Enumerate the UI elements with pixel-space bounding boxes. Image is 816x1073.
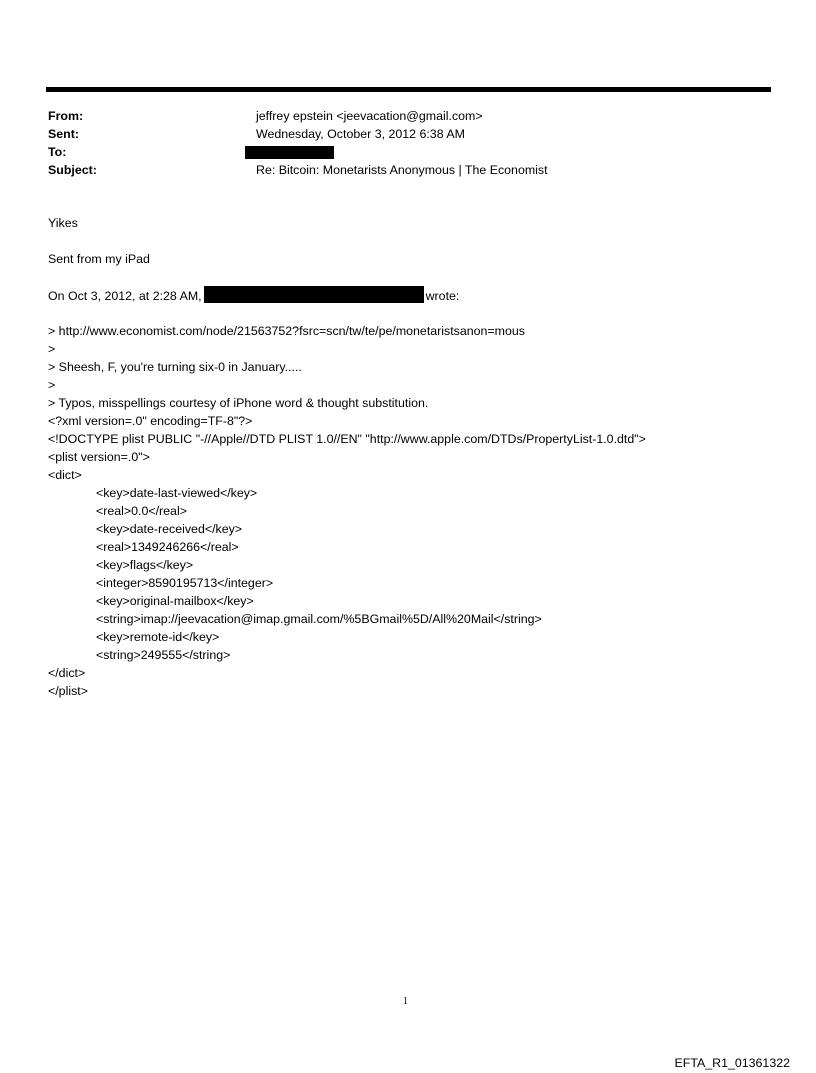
- attribution-prefix: On Oct 3, 2012, at 2:28 AM,: [48, 289, 202, 303]
- subject-row: [48, 161, 768, 179]
- plist-entry: <key>remote-id</key>: [96, 630, 220, 644]
- sent-row: [48, 125, 768, 143]
- plist-entry: <real>1349246266</real>: [96, 540, 239, 554]
- plist-entry: <integer>8590195713</integer>: [96, 576, 274, 590]
- plist-xml-declaration: <?xml version=.0" encoding=TF-8"?>: [48, 414, 253, 428]
- email-body: [48, 214, 788, 700]
- from-label: From:: [48, 109, 84, 123]
- from-value: jeffrey epstein <jeevacation@gmail.com>: [256, 109, 483, 123]
- document-id: EFTA_R1_01361322: [674, 1056, 790, 1070]
- dict-open-tag: <dict>: [48, 468, 82, 482]
- body-yikes: Yikes: [48, 216, 78, 230]
- quoted-line: >: [48, 342, 56, 356]
- plist-entry: <key>original-mailbox</key>: [96, 594, 254, 608]
- plist-entry: <real>0.0</real>: [96, 504, 187, 518]
- quoted-line: > Sheesh, F, you're turning six-0 in January.....: [48, 360, 302, 374]
- plist-entry: <key>flags</key>: [96, 558, 194, 572]
- subject-value: Re: Bitcoin: Monetarists Anonymous | The Economist: [256, 163, 548, 177]
- attribution-suffix: wrote:: [425, 289, 460, 303]
- quote-attribution: [48, 286, 788, 304]
- plist-open-tag: <plist version=.0">: [48, 450, 150, 464]
- quoted-line: > http://www.economist.com/node/21563752?fsrc=scn/tw/te/pe/monetaristsanon=mous: [48, 324, 525, 338]
- quoted-line: > Typos, misspellings courtesy of iPhone word & thought substitution.: [48, 396, 429, 410]
- redaction-box: [204, 286, 424, 303]
- sent-value: Wednesday, October 3, 2012 6:38 AM: [256, 127, 465, 141]
- plist-entry: <key>date-received</key>: [96, 522, 243, 536]
- subject-label: Subject:: [48, 163, 97, 177]
- to-label: To:: [48, 145, 67, 159]
- dict-close-tag: </dict>: [48, 666, 86, 680]
- header-divider: [46, 87, 771, 92]
- plist-entry: <string>249555</string>: [96, 648, 231, 662]
- from-row: [48, 107, 768, 125]
- plist-close-tag: </plist>: [48, 684, 88, 698]
- plist-doctype: <!DOCTYPE plist PUBLIC "-//Apple//DTD PLIST 1.0//EN" "http://www.apple.com/DTDs/PropertyList-1.0.dtd">: [48, 432, 646, 446]
- plist-entry: <key>date-last-viewed</key>: [96, 486, 258, 500]
- body-sent-from: Sent from my iPad: [48, 252, 150, 266]
- quoted-line: >: [48, 378, 56, 392]
- plist-entry: <string>imap://jeevacation@imap.gmail.com/%5BGmail%5D/All%20Mail</string>: [96, 612, 542, 626]
- to-row: [48, 143, 768, 161]
- sent-label: Sent:: [48, 127, 79, 141]
- email-header: [48, 107, 768, 179]
- redaction-box: [245, 146, 334, 159]
- page-number: 1: [403, 996, 408, 1007]
